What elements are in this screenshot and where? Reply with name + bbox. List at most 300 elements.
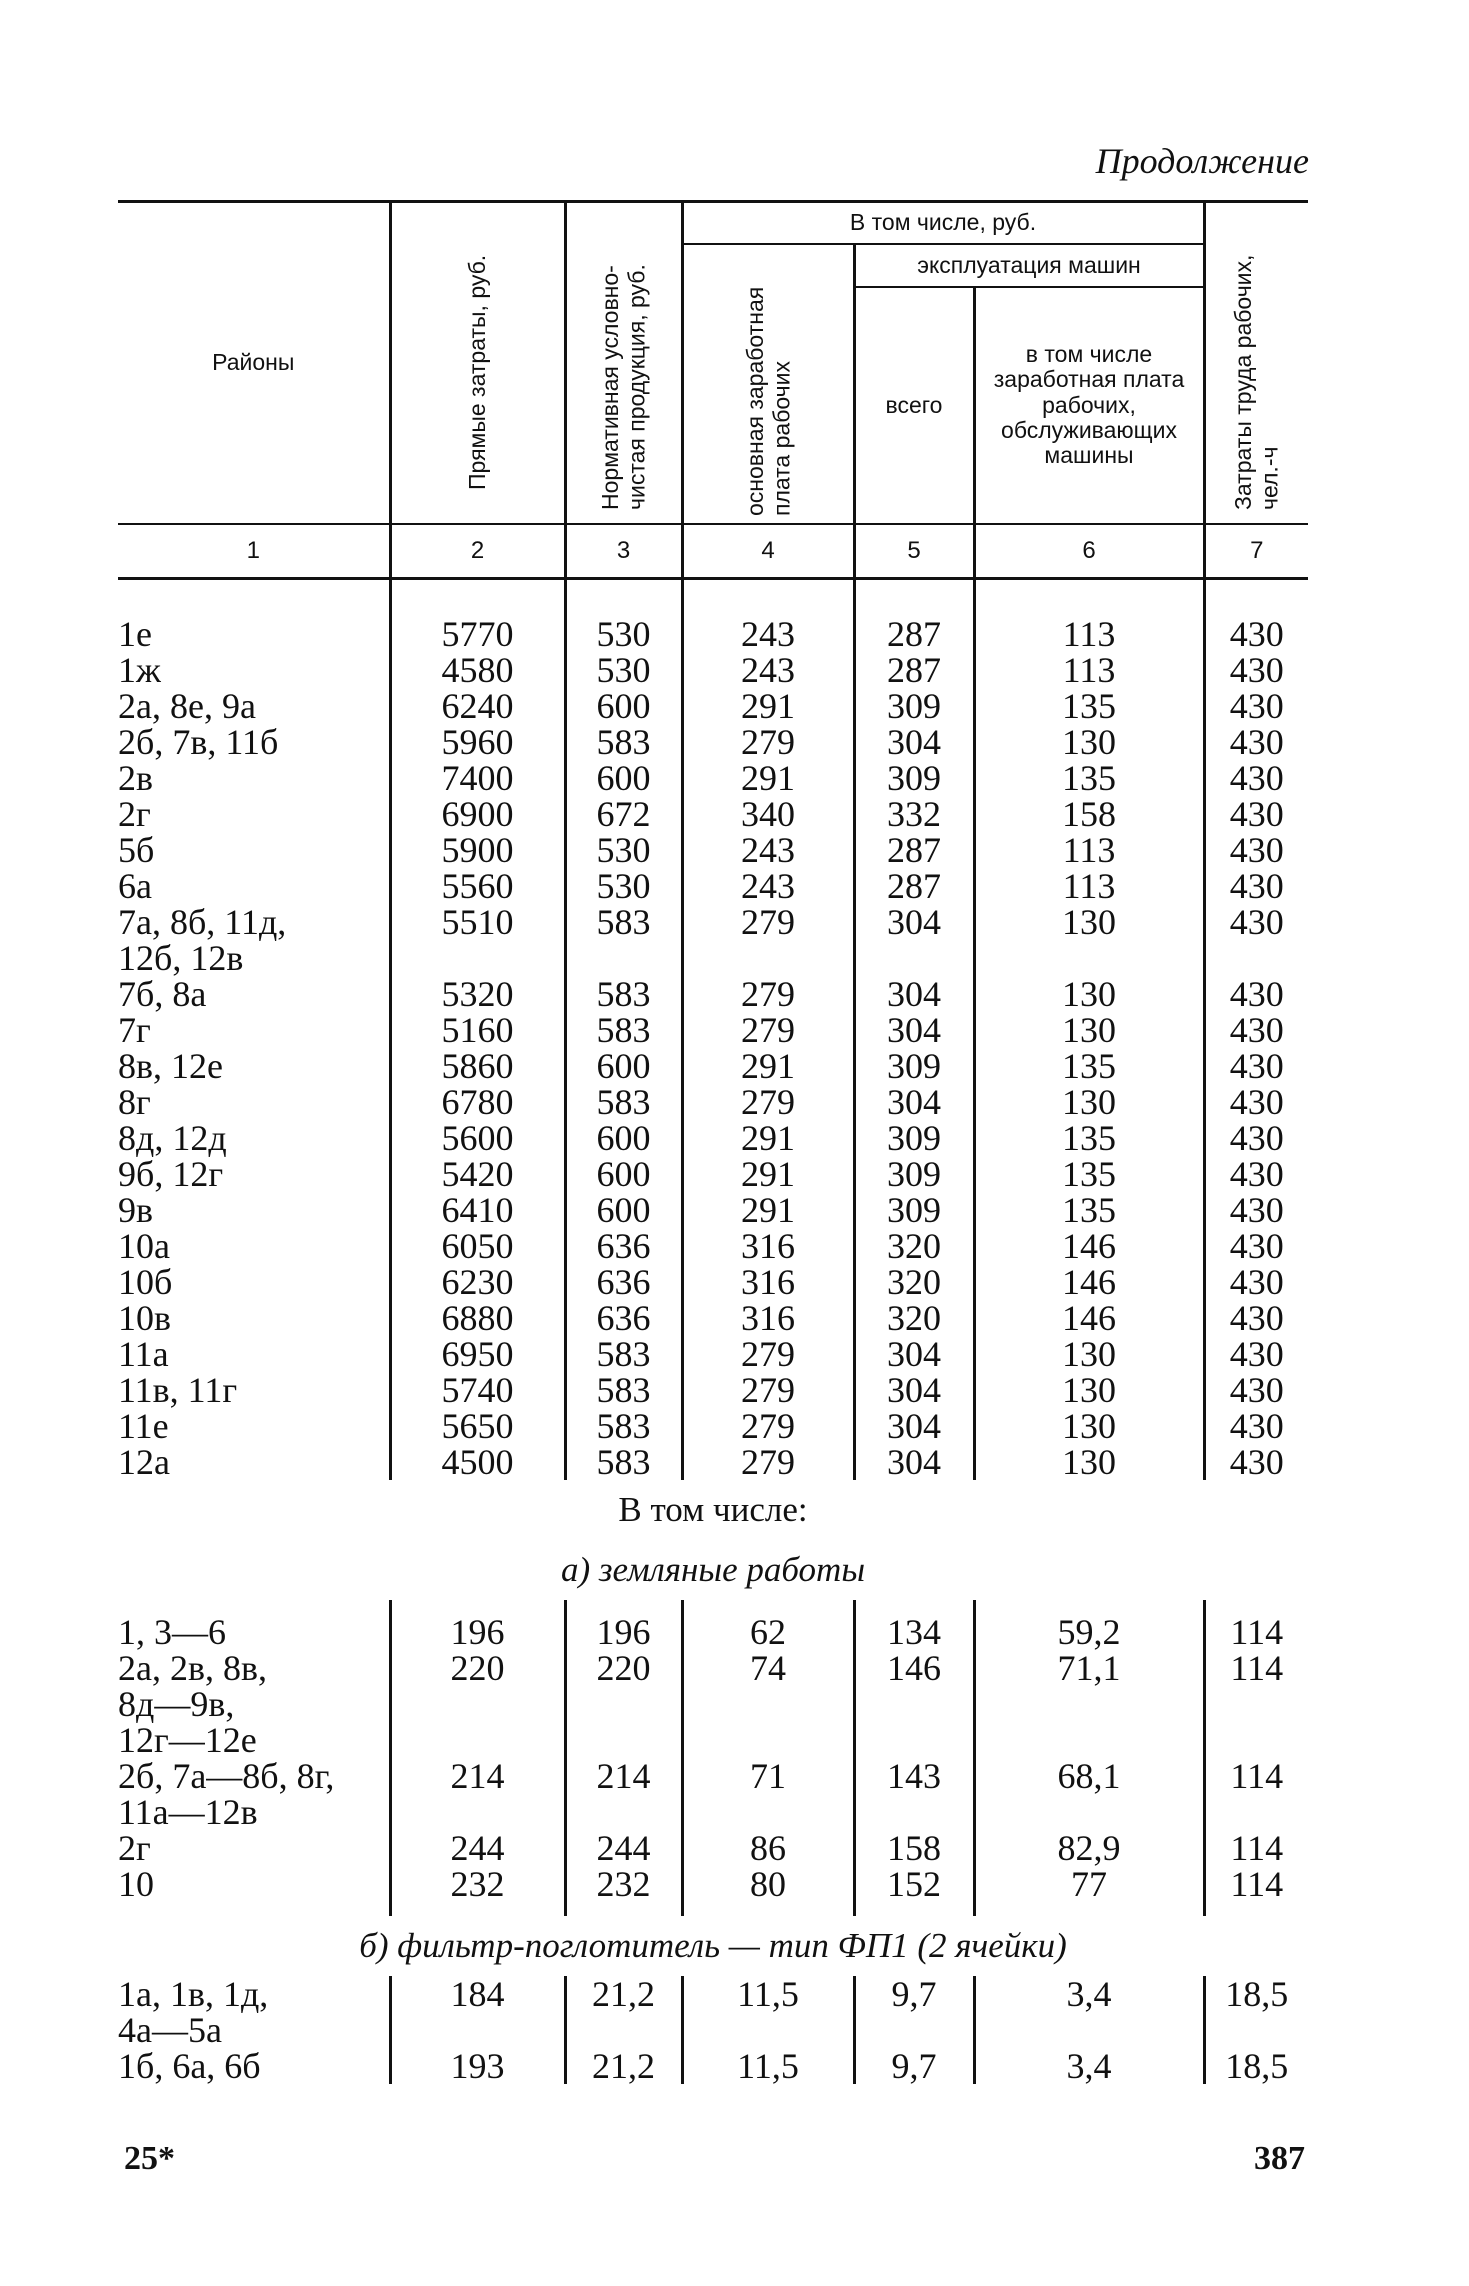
value-cell: 430 [1229,1154,1284,1194]
header-direct-costs: Прямые затраты, руб. [464,255,491,491]
region-cell: 2а, 8е, 9а [118,688,390,724]
value-cell: 6780 [390,1084,565,1120]
value-cell: 21,2 [565,1976,682,2012]
region-cell: 2б, 7а—8б, 8г, [118,1758,390,1794]
value-cell [974,1722,1204,1758]
value-cell [974,940,1204,976]
value-cell: 71 [682,1758,854,1794]
value-cell: 636 [565,1264,682,1300]
value-cell: 320 [854,1228,974,1264]
value-cell: 583 [565,724,682,760]
value-cell: 243 [682,832,854,868]
value-cell: 5740 [390,1372,565,1408]
value-cell: 114 [1230,1612,1284,1652]
value-cell [854,940,974,976]
region-cell: 11в, 11г [118,1372,390,1408]
value-cell: 135 [974,1048,1204,1084]
region-cell: 11е [118,1408,390,1444]
value-cell: 430 [1229,758,1284,798]
value-cell: 600 [565,1156,682,1192]
value-cell: 114 [1230,1756,1284,1796]
value-cell [1204,1686,1308,1722]
region-cell: 8в, 12е [118,1048,390,1084]
value-cell: 430 [1229,1226,1284,1266]
region-cell: 5б [118,832,390,868]
value-cell [565,940,682,976]
value-cell: 5600 [390,1120,565,1156]
continuation-label: Продолжение [1095,141,1309,181]
value-cell: 309 [854,1156,974,1192]
table-row [118,1084,1308,1120]
value-cell: 193 [390,2048,565,2084]
value-cell: 196 [565,1614,682,1650]
value-cell: 6230 [390,1264,565,1300]
value-cell [1204,940,1308,976]
header-machine-wage: в том числе заработная плата рабочих, обслуживающих машины [974,287,1204,524]
value-cell: 146 [974,1228,1204,1264]
region-cell: 2б, 7в, 11б [118,724,390,760]
value-cell: 9,7 [854,2048,974,2084]
value-cell: 5510 [390,904,565,940]
section-b-rows [118,1976,1308,2084]
value-cell: 5420 [390,1156,565,1192]
table-row [118,652,1308,688]
value-cell: 583 [565,1084,682,1120]
table-row [118,1686,1308,1722]
value-cell: 583 [565,1444,682,1480]
value-cell: 291 [682,1120,854,1156]
table-row [118,940,1308,976]
value-cell: 5650 [390,1408,565,1444]
value-cell: 11,5 [682,2048,854,2084]
table-row [118,688,1308,724]
col-number: 1 [118,524,390,579]
value-cell: 279 [682,1012,854,1048]
value-cell: 135 [974,688,1204,724]
value-cell: 672 [565,796,682,832]
region-cell: 2а, 2в, 8в, [118,1650,390,1686]
value-cell: 243 [682,616,854,652]
value-cell [565,2012,682,2048]
value-cell: 5900 [390,832,565,868]
value-cell: 135 [974,760,1204,796]
value-cell: 309 [854,760,974,796]
table-row [118,1830,1308,1866]
value-cell: 113 [974,868,1204,904]
value-cell: 220 [390,1650,565,1686]
value-cell: 279 [682,1336,854,1372]
value-cell: 244 [390,1830,565,1866]
value-cell: 583 [565,1336,682,1372]
value-cell: 287 [854,652,974,688]
value-cell: 430 [1229,1406,1284,1446]
value-cell: 134 [854,1614,974,1650]
col-number: 4 [682,524,854,579]
value-cell: 430 [1229,722,1284,762]
value-cell: 291 [682,688,854,724]
value-cell: 80 [682,1866,854,1902]
table-row [118,904,1308,940]
col-number: 7 [1204,524,1308,579]
value-cell [1204,1794,1308,1830]
value-cell: 430 [1229,1334,1284,1374]
header-net-product: Нормативная условно-чистая продукция, руб. [597,264,650,511]
value-cell: 583 [565,976,682,1012]
value-cell: 316 [682,1300,854,1336]
col-number: 3 [565,524,682,579]
value-cell: 287 [854,616,974,652]
value-cell: 130 [974,904,1204,940]
value-cell [390,1686,565,1722]
value-cell [854,1686,974,1722]
value-cell: 309 [854,1048,974,1084]
value-cell [1204,2012,1308,2048]
value-cell [854,2012,974,2048]
value-cell: 430 [1229,794,1284,834]
value-cell: 6240 [390,688,565,724]
value-cell: 287 [854,832,974,868]
value-cell: 340 [682,796,854,832]
value-cell: 5320 [390,976,565,1012]
table-row [118,1408,1308,1444]
value-cell: 130 [974,1444,1204,1480]
value-cell: 291 [682,760,854,796]
value-cell: 214 [390,1758,565,1794]
value-cell: 135 [974,1192,1204,1228]
value-cell: 86 [682,1830,854,1866]
value-cell: 5560 [390,868,565,904]
main-rows [118,579,1308,1481]
header-machines-group: эксплуатация машин [854,244,1204,287]
value-cell [974,1794,1204,1830]
table-row [118,1228,1308,1264]
value-cell: 430 [1229,1262,1284,1302]
value-cell: 196 [390,1614,565,1650]
value-cell: 152 [854,1866,974,1902]
value-cell: 430 [1229,830,1284,870]
table-row [118,2048,1308,2084]
table-row [118,1866,1308,1902]
value-cell: 530 [565,832,682,868]
section-b-title: б) фильтр-поглотитель — тип ФП1 (2 ячейки) [359,1926,1067,1965]
region-cell: 1б, 6а, 6б [118,2048,390,2084]
value-cell: 530 [565,868,682,904]
value-cell: 291 [682,1048,854,1084]
value-cell: 291 [682,1156,854,1192]
value-cell [390,1794,565,1830]
value-cell: 430 [1229,1082,1284,1122]
value-cell: 77 [974,1866,1204,1902]
value-cell: 113 [974,616,1204,652]
table-row [118,1444,1308,1480]
value-cell: 279 [682,724,854,760]
value-cell [682,1794,854,1830]
value-cell: 130 [974,1408,1204,1444]
table-row [118,1794,1308,1830]
table-row [118,1336,1308,1372]
table-row [118,760,1308,796]
table-row [118,1614,1308,1650]
col-number: 6 [974,524,1204,579]
table-row [118,1264,1308,1300]
value-cell: 430 [1229,902,1284,942]
value-cell: 214 [565,1758,682,1794]
value-cell: 243 [682,652,854,688]
value-cell: 309 [854,1120,974,1156]
value-cell: 6880 [390,1300,565,1336]
value-cell [565,1722,682,1758]
value-cell: 82,9 [974,1830,1204,1866]
value-cell: 320 [854,1264,974,1300]
region-cell: 2г [118,796,390,832]
value-cell: 3,4 [974,2048,1204,2084]
value-cell: 583 [565,904,682,940]
value-cell: 304 [854,1372,974,1408]
section-a-rows [118,1614,1308,1902]
value-cell: 5960 [390,724,565,760]
value-cell: 316 [682,1264,854,1300]
region-cell: 10а [118,1228,390,1264]
value-cell: 9,7 [854,1976,974,2012]
region-cell: 1ж [118,652,390,688]
table-row [118,796,1308,832]
value-cell: 130 [974,724,1204,760]
value-cell: 279 [682,976,854,1012]
region-cell: 1а, 1в, 1д, [118,1976,390,2012]
table-row [118,1372,1308,1408]
value-cell [682,940,854,976]
value-cell: 5770 [390,616,565,652]
table-row [118,1976,1308,2012]
value-cell: 320 [854,1300,974,1336]
value-cell: 6410 [390,1192,565,1228]
header-regions: Районы [118,202,390,525]
value-cell: 220 [565,1650,682,1686]
value-cell: 114 [1230,1828,1284,1868]
value-cell: 146 [974,1264,1204,1300]
value-cell: 146 [974,1300,1204,1336]
value-cell: 430 [1229,1118,1284,1158]
region-cell: 7а, 8б, 11д, [118,904,390,940]
region-cell: 8д—9в, [118,1686,390,1722]
value-cell: 304 [854,1408,974,1444]
header-base-wage: основная заработная плата рабочих [741,287,794,517]
value-cell: 600 [565,1192,682,1228]
table-row [118,616,1308,652]
value-cell [390,940,565,976]
value-cell: 11,5 [682,1976,854,2012]
value-cell: 146 [854,1650,974,1686]
value-cell: 530 [565,652,682,688]
value-cell: 304 [854,976,974,1012]
region-cell: 1е [118,616,390,652]
value-cell: 583 [565,1408,682,1444]
value-cell: 143 [854,1758,974,1794]
value-cell: 309 [854,688,974,724]
value-cell: 304 [854,1336,974,1372]
value-cell: 600 [565,1048,682,1084]
value-cell: 244 [565,1830,682,1866]
value-cell: 430 [1229,1442,1284,1482]
region-cell: 10б [118,1264,390,1300]
value-cell: 74 [682,1650,854,1686]
table-row [118,2012,1308,2048]
value-cell: 232 [565,1866,682,1902]
value-cell: 316 [682,1228,854,1264]
table-row [118,1120,1308,1156]
value-cell: 18,5 [1225,2046,1289,2086]
value-cell: 232 [390,1866,565,1902]
table-row [118,976,1308,1012]
value-cell: 530 [565,616,682,652]
value-cell: 309 [854,1192,974,1228]
value-cell: 583 [565,1372,682,1408]
region-cell: 8д, 12д [118,1120,390,1156]
value-cell: 304 [854,724,974,760]
value-cell: 3,4 [974,1976,1204,2012]
value-cell: 243 [682,868,854,904]
value-cell: 62 [682,1614,854,1650]
value-cell: 332 [854,796,974,832]
region-cell: 10 [118,1866,390,1902]
value-cell [974,2012,1204,2048]
table-row [118,1192,1308,1228]
signature-mark: 25* [124,2140,175,2177]
table-row [118,1156,1308,1192]
region-cell: 12г—12е [118,1722,390,1758]
value-cell: 68,1 [974,1758,1204,1794]
value-cell [682,2012,854,2048]
value-cell [565,1686,682,1722]
section-a-title: а) земляные работы [560,1550,866,1589]
table-row [118,1758,1308,1794]
value-cell: 135 [974,1156,1204,1192]
value-cell [565,1794,682,1830]
value-cell: 600 [565,688,682,724]
value-cell: 279 [682,1444,854,1480]
value-cell: 279 [682,904,854,940]
region-cell: 4а—5а [118,2012,390,2048]
value-cell: 18,5 [1225,1974,1289,2014]
value-cell: 583 [565,1012,682,1048]
value-cell [390,2012,565,2048]
value-cell: 279 [682,1372,854,1408]
value-cell: 6050 [390,1228,565,1264]
value-cell: 158 [974,796,1204,832]
header-labor: Затраты труда рабочих, чел.-ч [1230,254,1283,511]
value-cell: 5860 [390,1048,565,1084]
value-cell: 6900 [390,796,565,832]
value-cell: 184 [390,1976,565,2012]
table-row [118,1012,1308,1048]
value-cell: 5160 [390,1012,565,1048]
table-row [118,724,1308,760]
table-row [118,868,1308,904]
value-cell: 6950 [390,1336,565,1372]
value-cell: 4580 [390,652,565,688]
cost-table [118,200,1308,2084]
region-cell: 1, 3—6 [118,1614,390,1650]
value-cell: 430 [1229,974,1284,1014]
region-cell: 7б, 8а [118,976,390,1012]
value-cell: 158 [854,1830,974,1866]
region-cell: 10в [118,1300,390,1336]
value-cell [390,1722,565,1758]
value-cell: 430 [1229,650,1284,690]
value-cell: 430 [1229,1298,1284,1338]
value-cell: 130 [974,1012,1204,1048]
value-cell: 113 [974,652,1204,688]
value-cell: 71,1 [974,1650,1204,1686]
value-cell: 287 [854,868,974,904]
value-cell: 130 [974,976,1204,1012]
value-cell: 430 [1229,686,1284,726]
table-row [118,1650,1308,1686]
region-cell: 9в [118,1192,390,1228]
value-cell: 114 [1230,1648,1284,1688]
table-row [118,1300,1308,1336]
region-cell: 12а [118,1444,390,1480]
header-incl-group: В том числе, руб. [682,202,1204,245]
value-cell: 430 [1229,866,1284,906]
table-row [118,1048,1308,1084]
value-cell: 59,2 [974,1614,1204,1650]
region-cell: 11а [118,1336,390,1372]
value-cell: 304 [854,1084,974,1120]
value-cell: 135 [974,1120,1204,1156]
value-cell: 113 [974,832,1204,868]
header-total: всего [854,287,974,524]
value-cell: 304 [854,904,974,940]
value-cell: 430 [1229,1010,1284,1050]
value-cell [682,1686,854,1722]
value-cell: 21,2 [565,2048,682,2084]
region-cell: 11а—12в [118,1794,390,1830]
region-cell: 6а [118,868,390,904]
region-cell: 2г [118,1830,390,1866]
value-cell [854,1794,974,1830]
value-cell: 430 [1229,614,1284,654]
value-cell: 7400 [390,760,565,796]
value-cell: 114 [1230,1864,1284,1904]
region-cell: 12б, 12в [118,940,390,976]
value-cell: 279 [682,1408,854,1444]
value-cell: 130 [974,1084,1204,1120]
region-cell: 2в [118,760,390,796]
region-cell: 8г [118,1084,390,1120]
value-cell: 636 [565,1228,682,1264]
region-cell: 7г [118,1012,390,1048]
col-number: 2 [390,524,565,579]
value-cell: 636 [565,1300,682,1336]
value-cell: 600 [565,1120,682,1156]
table-row [118,832,1308,868]
value-cell: 430 [1229,1370,1284,1410]
value-cell: 4500 [390,1444,565,1480]
value-cell: 130 [974,1372,1204,1408]
value-cell: 304 [854,1444,974,1480]
value-cell: 304 [854,1012,974,1048]
value-cell: 430 [1229,1190,1284,1230]
value-cell: 600 [565,760,682,796]
value-cell: 130 [974,1336,1204,1372]
value-cell: 430 [1229,1046,1284,1086]
value-cell [1204,1722,1308,1758]
incl-label: В том числе: [618,1490,808,1529]
col-number: 5 [854,524,974,579]
value-cell: 279 [682,1084,854,1120]
value-cell: 291 [682,1192,854,1228]
